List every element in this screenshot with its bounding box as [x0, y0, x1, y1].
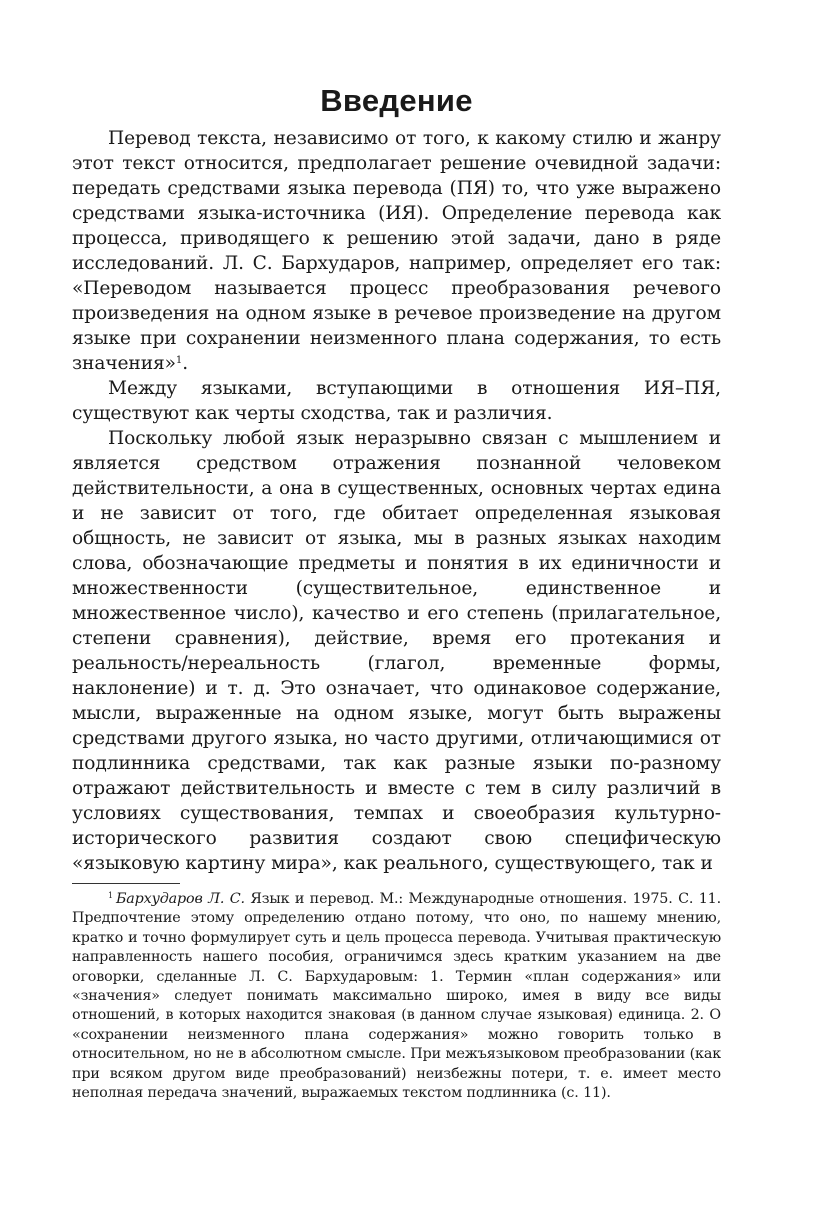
footnote	[72, 890, 721, 1103]
page	[72, 80, 721, 1103]
paragraph-2: Между языками, вступающими в отношения ИЯ–ПЯ, существуют как черты сходства, так и различия.	[72, 378, 721, 424]
paragraph-1-end: .	[182, 353, 188, 374]
page-title: Введение	[320, 83, 473, 118]
footnote-text: Язык и перевод. М.: Международные отношения. 1975. С. 11. Предпочтение этому определению отдано потому, что оно, по нашему мнению, кратко и точно формулирует суть и цель процесса перевода. Учитывая практическую направленность нашего пособия, ограничимся здесь кратким указанием на две оговорки, сделанные Л. С. Бархударовым: 1. Термин «план содержания» или «значения» следует понимать максимально широко, имея в виду все виды отношений, в которых находится знаковая (в данном случае языковая) единица. 2. О «сохранении неизменного плана содержания» можно говорить только в относительном, но не в абсолютном смысле. При межъязыковом преобразовании (как при всяком другом виде преобразований) неизбежны потери, т. е. имеет место неполная передача значений, выражаемых текстом подлинника (с. 11).	[72, 891, 721, 1102]
footnote-ref[interactable]: 1	[175, 355, 183, 366]
footnote-number: 1	[108, 891, 113, 900]
paragraph-3: Поскольку любой язык неразрывно связан с мышлением и является средством отражения познанной человеком действительности, а она в существенных, основных чертах едина и не зависит от того, где обитает определенная языковая общность, не зависит от языка, мы в разных языках находим слова, обозначающие предметы и понятия в их единичности и множественности (существительное, единственное и множественное число), качество и его степень (прилагательное, степени сравнения), действие, время его протекания и реальность/нереальность (глагол, временные формы, наклонение) и т. д. Это означает, что одинаковое содержание, мысли, выраженные на одном языке, могут быть выражены средствами другого языка, но часто другими, отличающимися от подлинника средствами, так как разные языки по-разному отражают действительность и вместе с тем в силу различий в условиях существования, темпах и своеобразия культурно-исторического развития создают свою специфическую «языковую картину мира», как реального, существующего, так и	[72, 428, 721, 874]
body-text	[72, 126, 721, 876]
paragraph-1-text: Перевод текста, независимо от того, к какому стилю и жанру этот текст относится, предполагает решение очевидной задачи: передать средствами языка перевода (ПЯ) то, что уже выражено средствами языка-источника (ИЯ). Определение перевода как процесса, приводящего к решению этой задачи, дано в ряде исследований. Л. С. Бархударов, например, определяет его так: «Переводом называется процесс преобразования речевого произведения на одном языке в речевое произведение на другом языке при сохранении неизменного плана содержания, то есть значения»	[72, 128, 721, 374]
footnote-author: Бархударов Л. С.	[115, 891, 245, 907]
footnote-divider	[72, 883, 180, 884]
paragraph-1	[72, 126, 721, 376]
